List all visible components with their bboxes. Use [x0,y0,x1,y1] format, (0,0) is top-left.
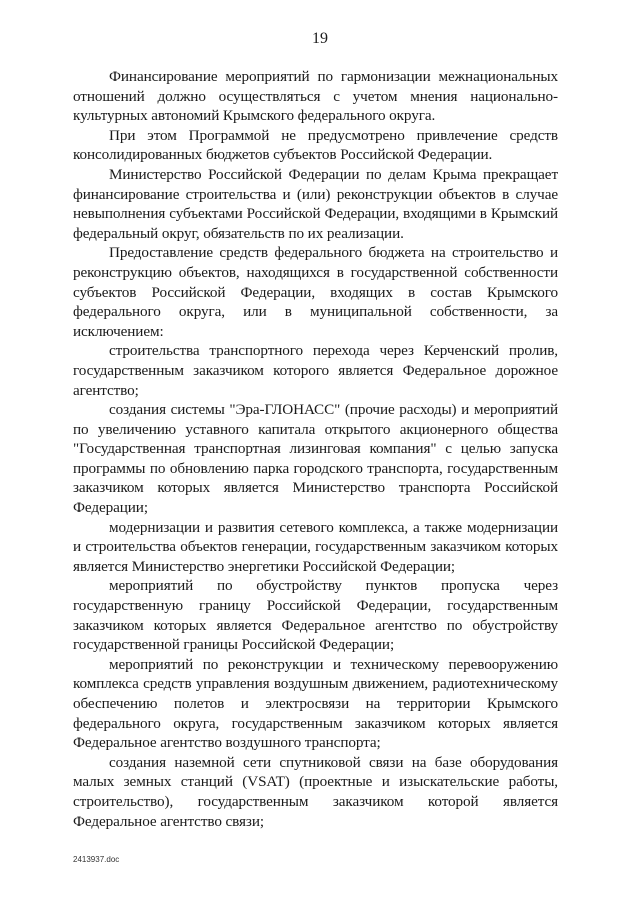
paragraph-grid-modernization: модернизации и развития сетевого комплекса, а также модернизации и строительства объектов генерации, государственным заказчиком которых является Министерство энергетики Российской Федерации; [73,518,558,575]
document-filename: 2413937.doc [73,855,120,864]
document-body [73,67,558,831]
paragraph-ministry-crimea: Министерство Российской Федерации по делам Крыма прекращает финансирование строительства и (или) реконструкции объектов в случае невыполнения субъектами Российской Федерации, входящими в Крымский федеральный округ, обязательств по их реализации. [73,165,558,242]
paragraph-federal-budget-exceptions: Предоставление средств федерального бюджета на строительство и реконструкцию объектов, находящихся в государственной собственности субъектов Российской Федерации, входящих в состав Крымского федерального округа, или в муниципальной собственности, за исключением: [73,244,558,340]
page-number: 19 [312,30,328,47]
paragraph-financing-harmonization: Финансирование мероприятий по гармонизации межнациональных отношений должно осуществляться с учетом мнения национально-культурных автономий Крымского федерального округа. [73,68,558,125]
paragraph-satellite-network: создания наземной сети спутниковой связи на базе оборудования малых земных станций (VSAT) (проектные и изыскательские работы, строительство), государственным заказчиком которой является Федеральное агентство связи; [73,753,558,830]
paragraph-border-checkpoints: мероприятий по обустройству пунктов пропуска через государственную границу Российской Федерации, государственным заказчиком которых является Федеральное агентство по обустройству государственной границы Российской Федерации; [73,577,558,654]
paragraph-era-glonass: создания системы "Эра-ГЛОНАСС" (прочие расходы) и мероприятий по увеличению уставного капитала открытого акционерного общества "Государственная транспортная лизинговая компания" с целью запуска программы по обновлению парка городского транспорта, государственным заказчиком которых является Министерство транспорта Российской Федерации; [73,401,558,517]
paragraph-consolidated-budgets: При этом Программой не предусмотрено привлечение средств консолидированных бюджетов субъектов Российской Федерации. [73,126,558,164]
paragraph-air-traffic: мероприятий по реконструкции и техническому перевооружению комплекса средств управления воздушным движением, радиотехническому обеспечению полетов и электросвязи на территории Крымского федерального округа, государственным заказчиком которых является Федеральное агентство воздушного транспорта; [73,655,558,752]
paragraph-kerch-crossing: строительства транспортного перехода через Керченский пролив, государственным заказчиком которого является Федеральное дорожное агентство; [73,342,558,399]
